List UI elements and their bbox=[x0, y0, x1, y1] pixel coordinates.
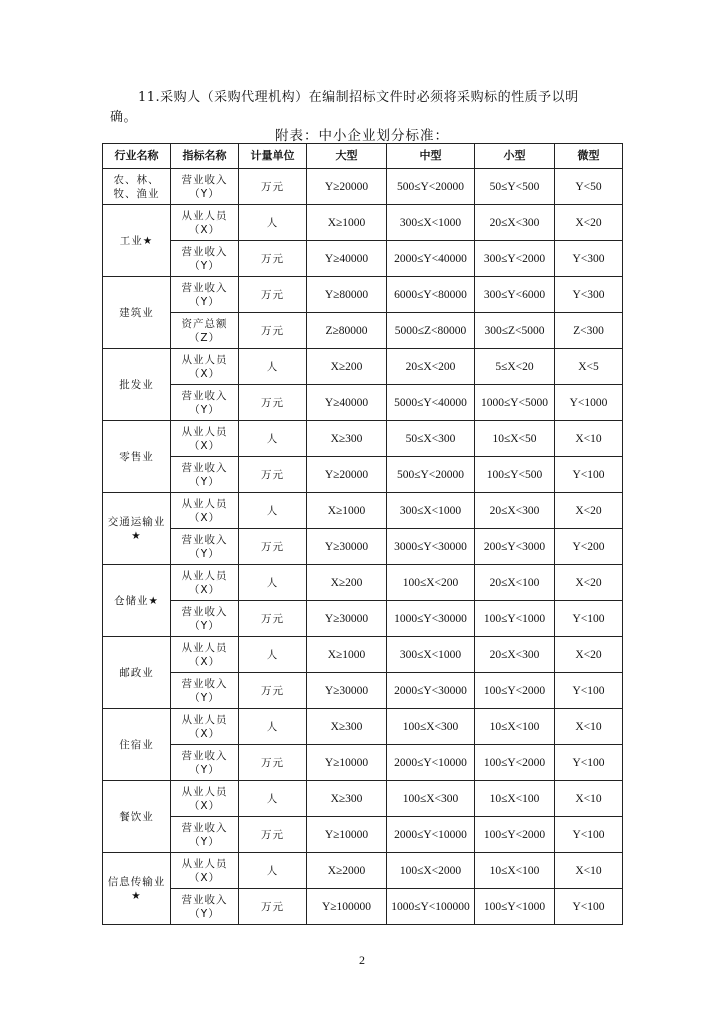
header-large: 大型 bbox=[307, 144, 387, 169]
large-threshold-cell: X≥1000 bbox=[307, 637, 387, 673]
table-row bbox=[103, 889, 623, 925]
large-threshold-cell: X≥1000 bbox=[307, 205, 387, 241]
unit-cell: 人 bbox=[239, 349, 307, 385]
small-threshold-cell: 300≤Z<5000 bbox=[475, 313, 555, 349]
large-threshold-cell: Y≥40000 bbox=[307, 241, 387, 277]
medium-threshold-cell: 100≤X<200 bbox=[387, 565, 475, 601]
micro-threshold-cell: Y<100 bbox=[555, 745, 623, 781]
large-threshold-cell: Y≥30000 bbox=[307, 601, 387, 637]
metric-cell: 营业收入（Y） bbox=[171, 745, 239, 781]
unit-cell: 人 bbox=[239, 205, 307, 241]
small-threshold-cell: 50≤Y<500 bbox=[475, 169, 555, 205]
intro-paragraph bbox=[110, 88, 630, 128]
metric-cell: 营业收入（Y） bbox=[171, 601, 239, 637]
medium-threshold-cell: 5000≤Y<40000 bbox=[387, 385, 475, 421]
table-row bbox=[103, 565, 623, 601]
micro-threshold-cell: X<20 bbox=[555, 637, 623, 673]
small-threshold-cell: 10≤X<100 bbox=[475, 781, 555, 817]
large-threshold-cell: Y≥40000 bbox=[307, 385, 387, 421]
large-threshold-cell: X≥1000 bbox=[307, 493, 387, 529]
header-medium: 中型 bbox=[387, 144, 475, 169]
medium-threshold-cell: 2000≤Y<30000 bbox=[387, 673, 475, 709]
table-row bbox=[103, 493, 623, 529]
medium-threshold-cell: 100≤X<300 bbox=[387, 709, 475, 745]
metric-cell: 营业收入（Y） bbox=[171, 277, 239, 313]
unit-cell: 万元 bbox=[239, 385, 307, 421]
unit-cell: 万元 bbox=[239, 277, 307, 313]
micro-threshold-cell: Y<200 bbox=[555, 529, 623, 565]
unit-cell: 万元 bbox=[239, 529, 307, 565]
unit-cell: 人 bbox=[239, 565, 307, 601]
table-row bbox=[103, 529, 623, 565]
micro-threshold-cell: Y<50 bbox=[555, 169, 623, 205]
header-unit: 计量单位 bbox=[239, 144, 307, 169]
table-row bbox=[103, 817, 623, 853]
large-threshold-cell: X≥300 bbox=[307, 421, 387, 457]
medium-threshold-cell: 100≤X<2000 bbox=[387, 853, 475, 889]
industry-name-cell: 信息传输业★ bbox=[103, 853, 171, 925]
industry-name-cell: 邮政业 bbox=[103, 637, 171, 709]
micro-threshold-cell: X<20 bbox=[555, 493, 623, 529]
micro-threshold-cell: X<10 bbox=[555, 853, 623, 889]
medium-threshold-cell: 300≤X<1000 bbox=[387, 205, 475, 241]
micro-threshold-cell: Y<100 bbox=[555, 601, 623, 637]
metric-cell: 营业收入（Y） bbox=[171, 529, 239, 565]
industry-name-cell: 交通运输业★ bbox=[103, 493, 171, 565]
small-threshold-cell: 100≤Y<1000 bbox=[475, 889, 555, 925]
metric-cell: 从业人员（X） bbox=[171, 709, 239, 745]
unit-cell: 人 bbox=[239, 637, 307, 673]
small-threshold-cell: 300≤Y<2000 bbox=[475, 241, 555, 277]
small-threshold-cell: 100≤Y<1000 bbox=[475, 601, 555, 637]
metric-cell: 从业人员（X） bbox=[171, 853, 239, 889]
unit-cell: 万元 bbox=[239, 241, 307, 277]
small-threshold-cell: 20≤X<100 bbox=[475, 565, 555, 601]
medium-threshold-cell: 2000≤Y<40000 bbox=[387, 241, 475, 277]
medium-threshold-cell: 2000≤Y<10000 bbox=[387, 817, 475, 853]
metric-cell: 营业收入（Y） bbox=[171, 169, 239, 205]
small-threshold-cell: 10≤X<100 bbox=[475, 853, 555, 889]
medium-threshold-cell: 500≤Y<20000 bbox=[387, 169, 475, 205]
medium-threshold-cell: 300≤X<1000 bbox=[387, 493, 475, 529]
header-micro: 微型 bbox=[555, 144, 623, 169]
metric-cell: 从业人员（X） bbox=[171, 637, 239, 673]
medium-threshold-cell: 1000≤Y<30000 bbox=[387, 601, 475, 637]
small-threshold-cell: 1000≤Y<5000 bbox=[475, 385, 555, 421]
medium-threshold-cell: 500≤Y<20000 bbox=[387, 457, 475, 493]
page-number: 2 bbox=[359, 953, 365, 967]
unit-cell: 万元 bbox=[239, 745, 307, 781]
header-industry: 行业名称 bbox=[103, 144, 171, 169]
small-threshold-cell: 5≤X<20 bbox=[475, 349, 555, 385]
micro-threshold-cell: Y<100 bbox=[555, 817, 623, 853]
large-threshold-cell: Y≥10000 bbox=[307, 745, 387, 781]
table-row bbox=[103, 205, 623, 241]
metric-cell: 营业收入（Y） bbox=[171, 673, 239, 709]
large-threshold-cell: Y≥20000 bbox=[307, 457, 387, 493]
small-threshold-cell: 20≤X<300 bbox=[475, 637, 555, 673]
micro-threshold-cell: Y<100 bbox=[555, 673, 623, 709]
table-row bbox=[103, 637, 623, 673]
small-threshold-cell: 10≤X<50 bbox=[475, 421, 555, 457]
table-row bbox=[103, 709, 623, 745]
medium-threshold-cell: 2000≤Y<10000 bbox=[387, 745, 475, 781]
metric-cell: 营业收入（Y） bbox=[171, 817, 239, 853]
small-threshold-cell: 200≤Y<3000 bbox=[475, 529, 555, 565]
header-small: 小型 bbox=[475, 144, 555, 169]
large-threshold-cell: Y≥20000 bbox=[307, 169, 387, 205]
table-row bbox=[103, 349, 623, 385]
metric-cell: 从业人员（X） bbox=[171, 565, 239, 601]
medium-threshold-cell: 5000≤Z<80000 bbox=[387, 313, 475, 349]
medium-threshold-cell: 50≤X<300 bbox=[387, 421, 475, 457]
metric-cell: 从业人员（X） bbox=[171, 205, 239, 241]
micro-threshold-cell: Y<100 bbox=[555, 457, 623, 493]
micro-threshold-cell: Y<300 bbox=[555, 277, 623, 313]
intro-line-1: 11.采购人（采购代理机构）在编制招标文件时必须将采购标的性质予以明 bbox=[138, 90, 579, 105]
metric-cell: 资产总额（Z） bbox=[171, 313, 239, 349]
unit-cell: 万元 bbox=[239, 457, 307, 493]
medium-threshold-cell: 300≤X<1000 bbox=[387, 637, 475, 673]
metric-cell: 从业人员（X） bbox=[171, 493, 239, 529]
small-threshold-cell: 100≤Y<500 bbox=[475, 457, 555, 493]
table-row bbox=[103, 457, 623, 493]
industry-name-cell: 住宿业 bbox=[103, 709, 171, 781]
table-row bbox=[103, 781, 623, 817]
table-row bbox=[103, 241, 623, 277]
metric-cell: 营业收入（Y） bbox=[171, 457, 239, 493]
industry-name-cell: 农、林、牧、渔业 bbox=[103, 169, 171, 205]
micro-threshold-cell: X<20 bbox=[555, 565, 623, 601]
unit-cell: 万元 bbox=[239, 601, 307, 637]
table-row bbox=[103, 601, 623, 637]
unit-cell: 万元 bbox=[239, 673, 307, 709]
unit-cell: 人 bbox=[239, 493, 307, 529]
table-body bbox=[103, 169, 623, 925]
medium-threshold-cell: 1000≤Y<100000 bbox=[387, 889, 475, 925]
micro-threshold-cell: Z<300 bbox=[555, 313, 623, 349]
unit-cell: 万元 bbox=[239, 817, 307, 853]
micro-threshold-cell: Y<300 bbox=[555, 241, 623, 277]
table-row bbox=[103, 421, 623, 457]
small-threshold-cell: 20≤X<300 bbox=[475, 493, 555, 529]
table-row bbox=[103, 853, 623, 889]
large-threshold-cell: X≥300 bbox=[307, 781, 387, 817]
metric-cell: 营业收入（Y） bbox=[171, 889, 239, 925]
small-threshold-cell: 10≤X<100 bbox=[475, 709, 555, 745]
unit-cell: 万元 bbox=[239, 169, 307, 205]
large-threshold-cell: Y≥10000 bbox=[307, 817, 387, 853]
medium-threshold-cell: 6000≤Y<80000 bbox=[387, 277, 475, 313]
table-row bbox=[103, 745, 623, 781]
industry-name-cell: 零售业 bbox=[103, 421, 171, 493]
unit-cell: 人 bbox=[239, 853, 307, 889]
table-row bbox=[103, 169, 623, 205]
large-threshold-cell: Y≥30000 bbox=[307, 529, 387, 565]
large-threshold-cell: X≥200 bbox=[307, 565, 387, 601]
table-row bbox=[103, 673, 623, 709]
metric-cell: 从业人员（X） bbox=[171, 421, 239, 457]
large-threshold-cell: X≥300 bbox=[307, 709, 387, 745]
industry-name-cell: 批发业 bbox=[103, 349, 171, 421]
small-threshold-cell: 100≤Y<2000 bbox=[475, 817, 555, 853]
micro-threshold-cell: X<5 bbox=[555, 349, 623, 385]
unit-cell: 人 bbox=[239, 421, 307, 457]
industry-name-cell: 建筑业 bbox=[103, 277, 171, 349]
micro-threshold-cell: X<10 bbox=[555, 781, 623, 817]
micro-threshold-cell: X<10 bbox=[555, 421, 623, 457]
large-threshold-cell: Y≥100000 bbox=[307, 889, 387, 925]
large-threshold-cell: Y≥30000 bbox=[307, 673, 387, 709]
large-threshold-cell: X≥2000 bbox=[307, 853, 387, 889]
intro-line-2: 确。 bbox=[110, 110, 138, 125]
micro-threshold-cell: X<10 bbox=[555, 709, 623, 745]
small-threshold-cell: 100≤Y<2000 bbox=[475, 745, 555, 781]
metric-cell: 从业人员（X） bbox=[171, 349, 239, 385]
unit-cell: 万元 bbox=[239, 889, 307, 925]
unit-cell: 人 bbox=[239, 781, 307, 817]
metric-cell: 营业收入（Y） bbox=[171, 241, 239, 277]
table-row bbox=[103, 313, 623, 349]
table-row bbox=[103, 277, 623, 313]
micro-threshold-cell: Y<1000 bbox=[555, 385, 623, 421]
micro-threshold-cell: X<20 bbox=[555, 205, 623, 241]
industry-name-cell: 仓储业★ bbox=[103, 565, 171, 637]
medium-threshold-cell: 100≤X<300 bbox=[387, 781, 475, 817]
industry-name-cell: 餐饮业 bbox=[103, 781, 171, 853]
unit-cell: 人 bbox=[239, 709, 307, 745]
micro-threshold-cell: Y<100 bbox=[555, 889, 623, 925]
medium-threshold-cell: 20≤X<200 bbox=[387, 349, 475, 385]
metric-cell: 营业收入（Y） bbox=[171, 385, 239, 421]
header-metric: 指标名称 bbox=[171, 144, 239, 169]
medium-threshold-cell: 3000≤Y<30000 bbox=[387, 529, 475, 565]
metric-cell: 从业人员（X） bbox=[171, 781, 239, 817]
table-header-row bbox=[103, 144, 623, 169]
sme-classification-table bbox=[102, 143, 623, 925]
small-threshold-cell: 300≤Y<6000 bbox=[475, 277, 555, 313]
table-caption: 附表：中小企业划分标准： bbox=[275, 128, 449, 144]
large-threshold-cell: Y≥80000 bbox=[307, 277, 387, 313]
unit-cell: 万元 bbox=[239, 313, 307, 349]
large-threshold-cell: Z≥80000 bbox=[307, 313, 387, 349]
table-row bbox=[103, 385, 623, 421]
small-threshold-cell: 20≤X<300 bbox=[475, 205, 555, 241]
industry-name-cell: 工业★ bbox=[103, 205, 171, 277]
small-threshold-cell: 100≤Y<2000 bbox=[475, 673, 555, 709]
large-threshold-cell: X≥200 bbox=[307, 349, 387, 385]
